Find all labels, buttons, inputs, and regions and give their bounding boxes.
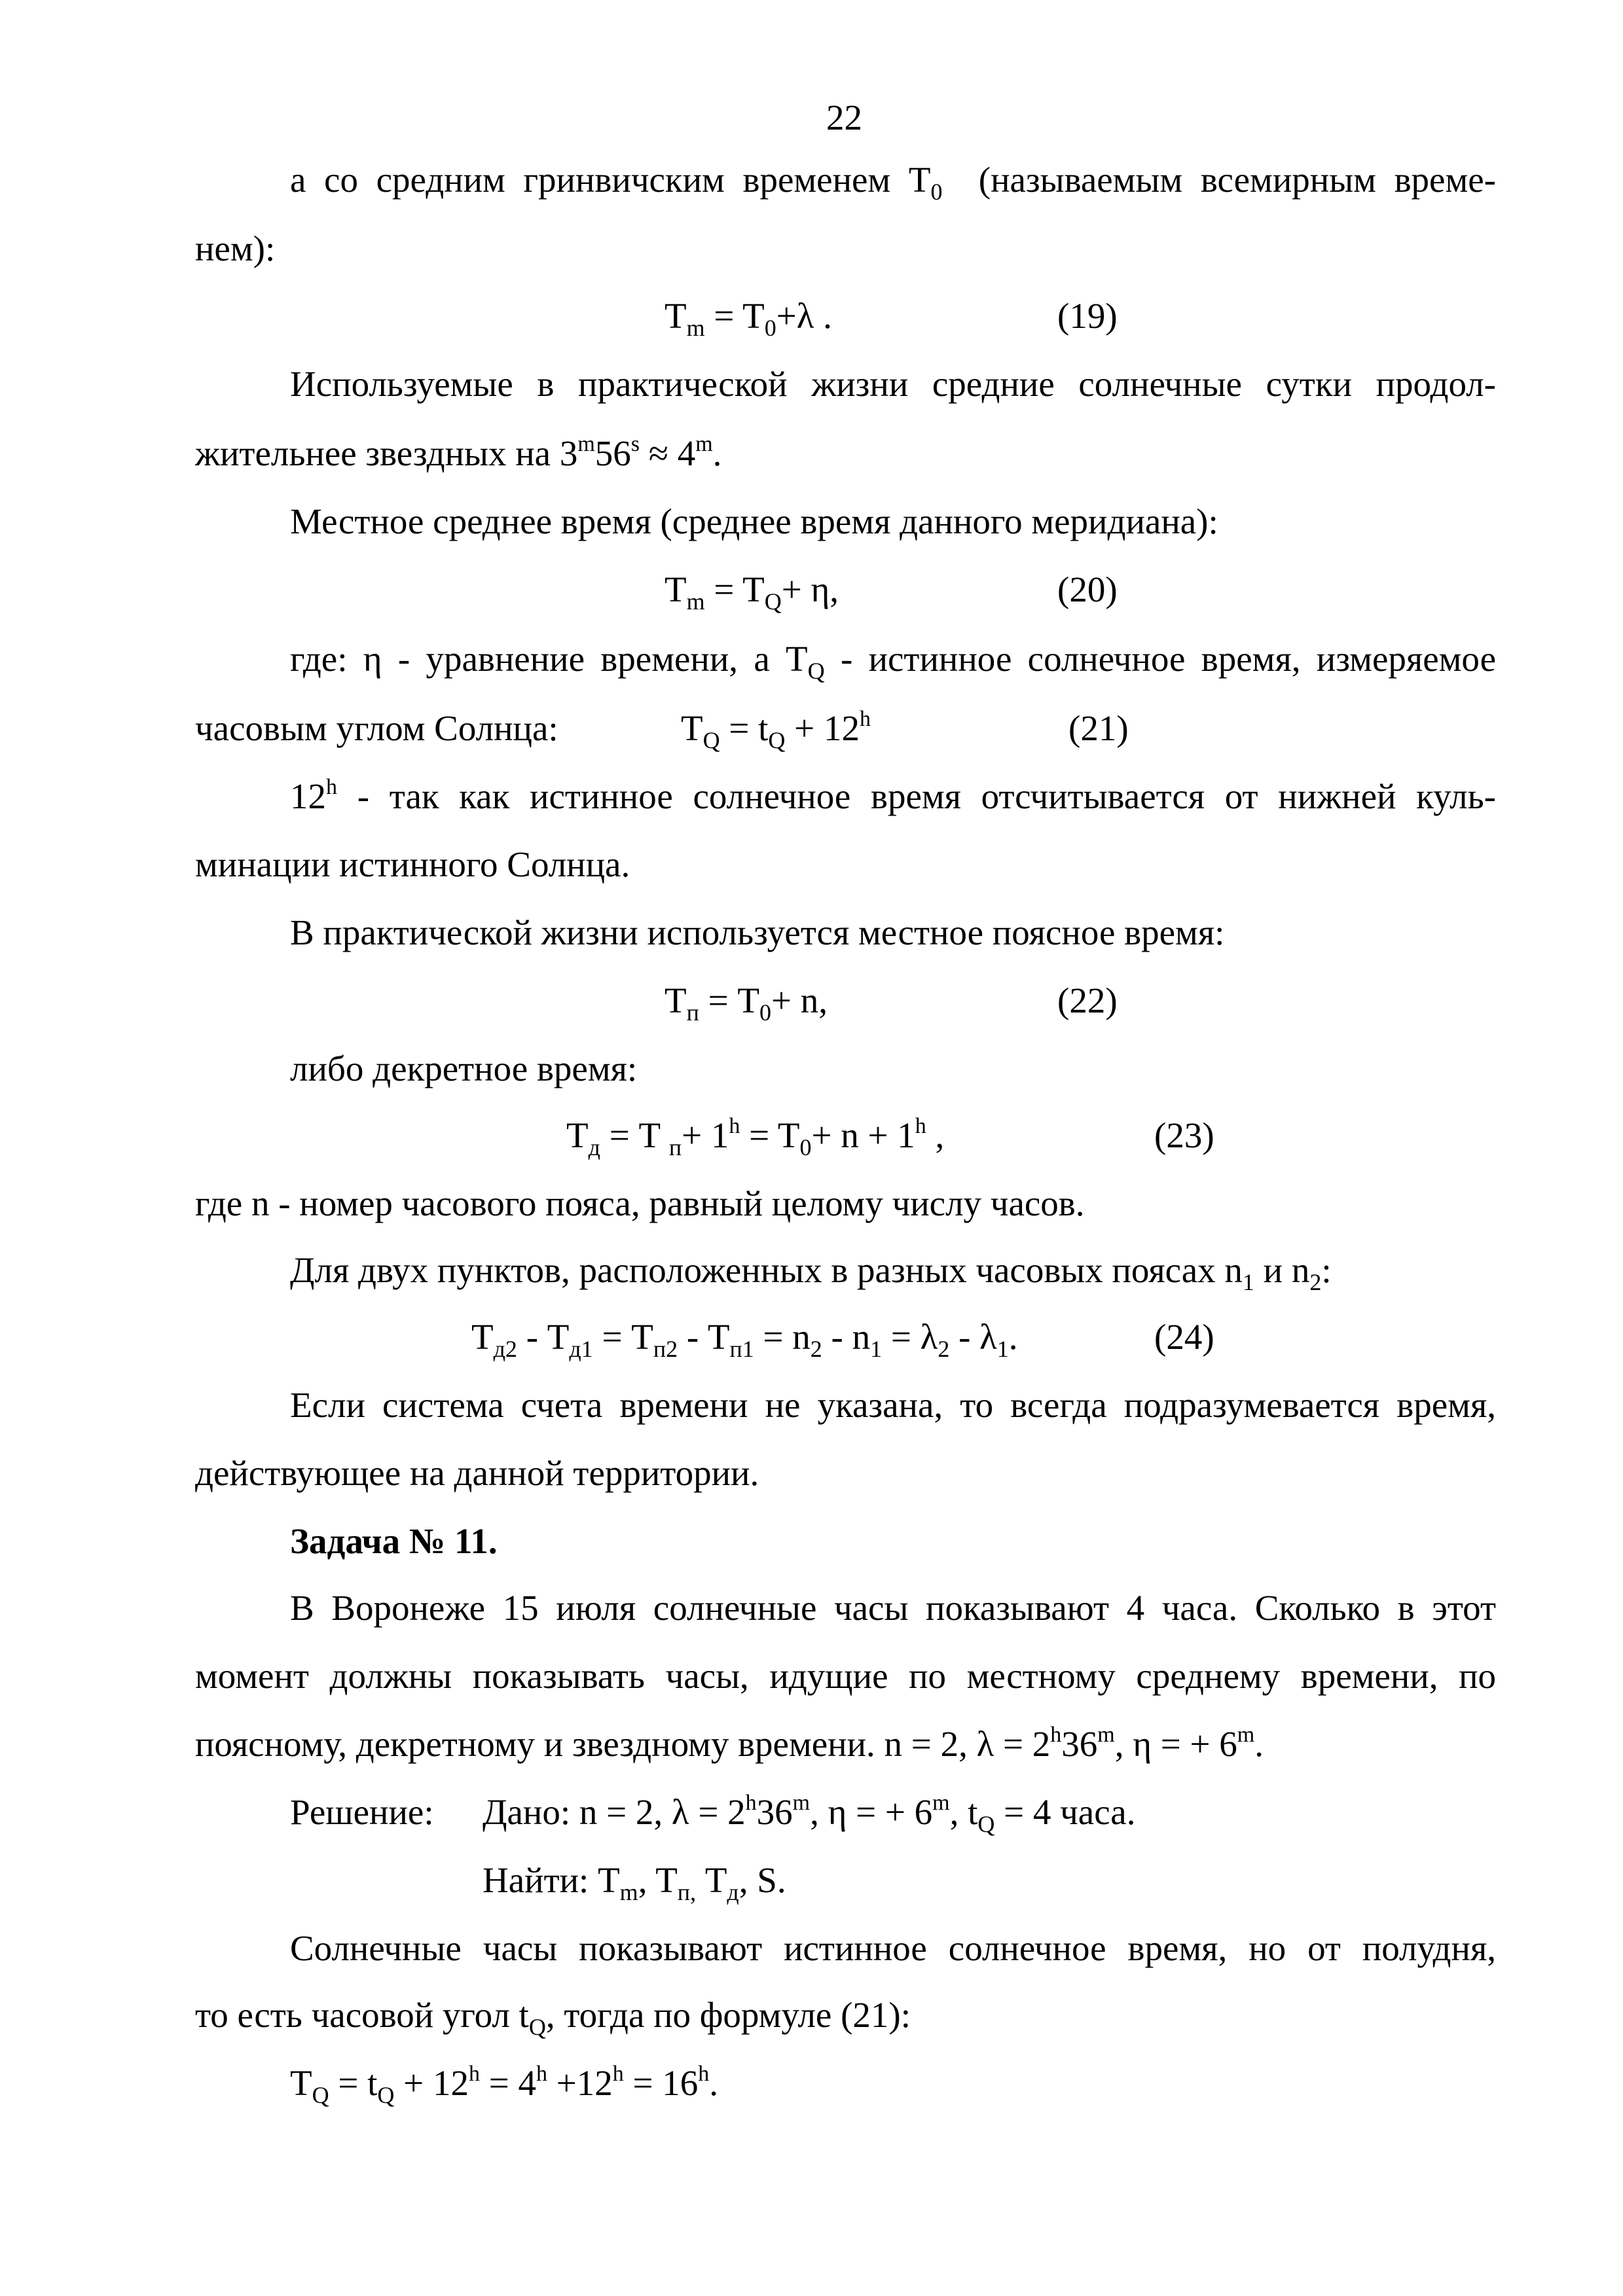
paragraph-7: либо декретное время: (290, 1049, 638, 1088)
final-equation: $T_Q = t_Q + 12^h = 4^h +12^h = 16^h$. (290, 2062, 719, 2108)
equation-23: $T_д = T$ $_п+ 1^h = T_0+ n + 1^h$ , (566, 1114, 945, 1160)
paragraph-10-line-2: действующее на данной территории. (195, 1453, 759, 1493)
page-number: 22 (826, 98, 862, 137)
equation-number-19: (19) (1057, 296, 1118, 336)
paragraph-1-line-1: а со средним гринвичским временем $T_0$ (называемым всемирным време- (290, 160, 1496, 205)
equation-number-21: (21) (1068, 708, 1129, 748)
equation-number-23: (23) (1154, 1115, 1214, 1155)
equation-22: $T_п = T_0+ n$, (665, 980, 828, 1026)
equation-number-24: (24) (1154, 1317, 1214, 1357)
paragraph-2-line-1: Используемые в практической жизни средние солнечные сутки продол- (290, 364, 1496, 404)
task-title: Задача № 11. (290, 1521, 498, 1561)
paragraph-9: Для двух пунктов, расположенных в разных часовых поясах $n_1$ и $n_2$: (290, 1250, 1332, 1295)
paragraph-11-line-2: момент должны показывать часы, идущие по местному среднему времени, по (195, 1656, 1496, 1696)
paragraph-4-line-1: где: η - уравнение времени, а $T_Q$ - истинное солнечное время, измеряемое (290, 639, 1496, 684)
paragraph-3: Местное среднее время (среднее время данного меридиана): (290, 501, 1218, 541)
solution-given: Дано: n = 2, $\lambda = 2^h36^m$, η = + $6^m$, $t_Q = 4$ часа. (483, 1791, 1136, 1837)
equation-20: $T_m = T_Q+ \eta$, (665, 569, 839, 615)
paragraph-12-line-1: Солнечные часы показывают истинное солнечное время, но от полудня, (290, 1928, 1496, 1968)
solution-label: Решение: (290, 1792, 434, 1832)
paragraph-4-line-2: часовым углом Солнца: (195, 708, 558, 748)
equation-19: $T_m = T_0+\lambda$ . (665, 296, 832, 341)
paragraph-10-line-1: Если система счета времени не указана, то всегда подразумевается время, (290, 1385, 1496, 1425)
paragraph-11-line-3: поясному, декретному и звездному времени. n = 2, $\lambda = 2^h36^m$, η = + $6^m$. (195, 1723, 1264, 1764)
equation-24: $T_{д2} - T_{д1} = T_{п2} - T_{п1} = n_2 - n_1 = \lambda_2 - \lambda_1$. (471, 1317, 1018, 1362)
solution-find: Найти: $T_m$, $T_{п,}$ $T_д$, S. (483, 1860, 786, 1905)
paragraph-8: где n - номер часового пояса, равный целому числу часов. (195, 1183, 1085, 1223)
paragraph-5-line-1: 12$^h$ - так как истинное солнечное время отсчитывается от нижней куль- (290, 775, 1496, 816)
equation-number-22: (22) (1057, 980, 1118, 1020)
paragraph-1-line-2: нем): (195, 228, 276, 268)
equation-number-20: (20) (1057, 569, 1118, 609)
paragraph-5-line-2: минации истинного Солнца. (195, 844, 630, 884)
paragraph-11-line-1: В Воронеже 15 июля солнечные часы показывают 4 часа. Сколько в этот (290, 1588, 1496, 1628)
paragraph-6: В практической жизни используется местное поясное время: (290, 912, 1225, 952)
paragraph-12-line-2: то есть часовой угол $t_Q$, тогда по формуле (21): (195, 1995, 911, 2040)
paragraph-2-line-2: жительнее звездных на $3^m56^s \approx 4^m$. (195, 432, 722, 473)
equation-21: $T_Q = t_Q + 12^h$ (681, 707, 871, 753)
